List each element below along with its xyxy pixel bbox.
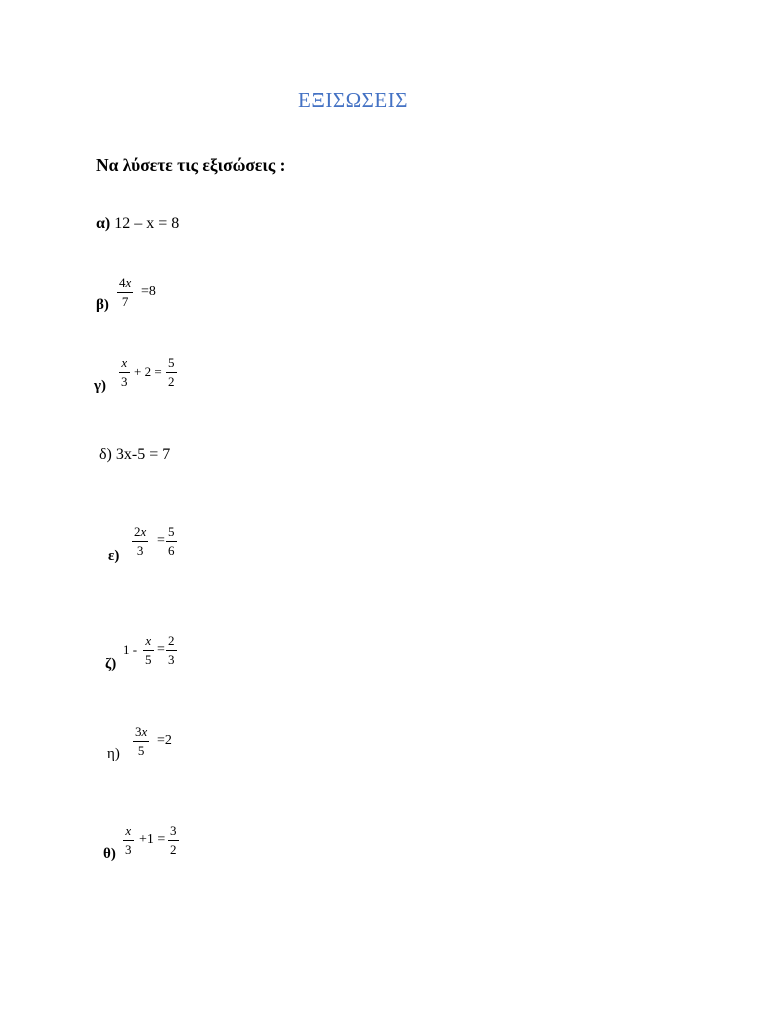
fraction-bar	[132, 541, 148, 542]
fraction-bar	[133, 741, 149, 742]
equation-a-text: 12 – x = 8	[114, 215, 180, 232]
equation-f-denominator-1: 5	[145, 652, 152, 667]
equation-f-fraction-1	[143, 633, 154, 667]
equation-c-numerator-2: 5	[168, 355, 175, 370]
fraction-bar	[117, 292, 133, 293]
equation-e-denominator-2: 6	[168, 543, 175, 558]
fraction-bar	[123, 840, 134, 841]
equation-c-middle: + 2 =	[134, 364, 162, 379]
equation-c-label: γ)	[94, 378, 107, 394]
fraction-bar	[143, 650, 154, 651]
equation-c-denominator-2: 2	[168, 374, 175, 389]
equation-f-label: ζ)	[105, 656, 117, 672]
fraction-bar	[168, 840, 179, 841]
equation-f-middle: =	[157, 642, 165, 657]
equation-g-rhs: =2	[157, 733, 172, 748]
equation-d	[99, 446, 170, 464]
equation-g-numerator: 3x	[135, 724, 148, 739]
equation-h-label: θ)	[103, 846, 116, 862]
equation-h-denominator-2: 2	[170, 842, 177, 857]
equation-e-denominator-1: 3	[136, 543, 144, 558]
equation-b-rhs: =8	[141, 284, 156, 299]
equation-f-numerator-2: 2	[168, 633, 175, 648]
instruction-text: Να λύσετε τις εξισώσεις :	[96, 155, 286, 175]
fraction-bar	[119, 372, 130, 373]
equation-b-fraction	[117, 275, 133, 309]
equation-e-middle: =	[157, 533, 165, 548]
equation-e-numerator-1: 2x	[134, 524, 147, 539]
equation-e-numerator-2: 5	[168, 524, 175, 539]
equation-h-denominator-1: 3	[125, 842, 132, 857]
equation-c-denominator-1: 3	[121, 374, 128, 389]
equation-c-fraction-2	[166, 355, 177, 389]
equation-e-label: ε)	[108, 548, 120, 564]
equation-a-label: α)	[96, 215, 111, 232]
equation-f-denominator-2: 3	[168, 652, 175, 667]
equation-g-label: η)	[107, 746, 120, 762]
equation-e-fraction-1	[132, 524, 148, 558]
equation-h-middle: +1 =	[139, 832, 166, 847]
equation-c-fraction-1	[119, 355, 130, 389]
equation-d-text: 3x-5 = 7	[115, 446, 171, 463]
equation-a	[96, 215, 179, 233]
equation-h-fraction-1	[123, 823, 134, 857]
equation-e-fraction-2	[166, 524, 177, 558]
page-title: ΕΞΙΣΩΣΕΙΣ	[298, 88, 408, 112]
fraction-bar	[166, 372, 177, 373]
equation-g-denominator: 5	[137, 743, 145, 758]
equation-h-fraction-2	[168, 823, 179, 857]
equation-f-fraction-2	[166, 633, 177, 667]
fraction-bar	[166, 541, 177, 542]
equation-c-numerator-1: x	[121, 355, 128, 370]
equation-b-label: β)	[96, 297, 109, 313]
equation-b-numerator: 4x	[119, 275, 132, 290]
equation-g-fraction	[133, 724, 149, 758]
equation-f-lead: 1 -	[123, 642, 138, 657]
equation-h-numerator-2: 3	[170, 823, 177, 838]
equation-h-numerator-1: x	[125, 823, 132, 838]
fraction-bar	[166, 650, 177, 651]
equation-f-numerator-1: x	[145, 633, 152, 648]
equation-d-label: δ)	[99, 446, 112, 463]
equation-b-denominator: 7	[121, 294, 129, 309]
